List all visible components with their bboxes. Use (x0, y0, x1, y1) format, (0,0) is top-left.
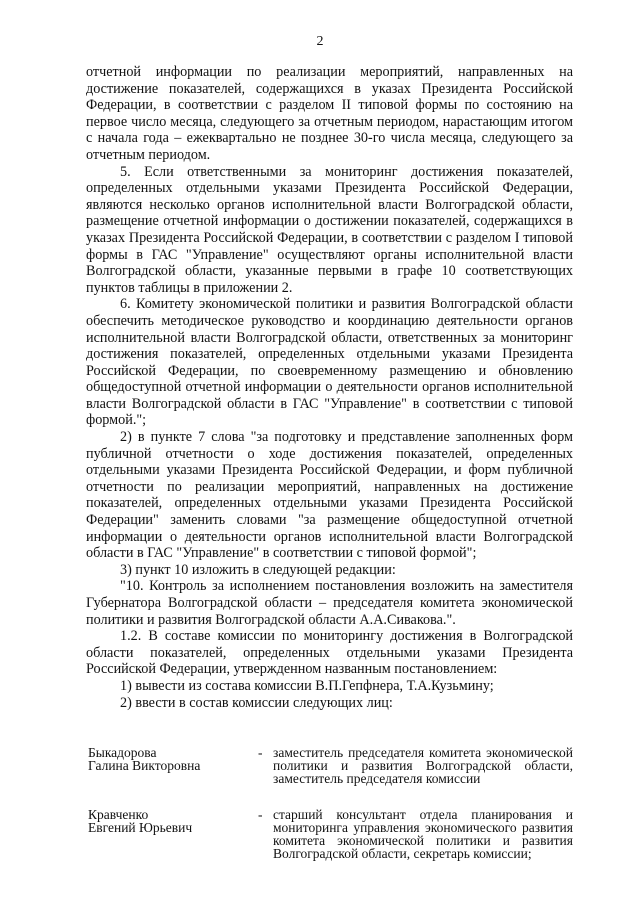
paragraph-item-5: 5. Если ответственными за мониторинг достижения показателей, определенных отдельными указами Президента Российской Федерации, являются несколько органов исполнительной власти Волгоградской области, размещение отчетной информации о достижении показателей, содержащихся в указах Президента Российской Федерации, в соответствии с разделом I типовой формы в ГАС "Управление" осуществляют органы исполнительной власти Волгоградской области, указанные первыми в графе 10 соответствующих пунктов таблицы в приложении 2. (86, 163, 573, 296)
member-dash: - (258, 807, 263, 822)
page-number: 2 (316, 34, 324, 49)
paragraph-subitem-2: 2) в пункте 7 слова "за подготовку и представление заполненных форм публичной отчетности о ходе достижения показателей, определенных отдельными указами Президента Российской Федерации, и форм публичной отчетности по реализации мероприятий, направленных на достижение показателей, определенных отдельными указами Президента Российской Федерации" заменить словами "за размещение общедоступной отчетной информации о деятельности органов исполнительной власти Волгоградской области в ГАС "Управление" в соответствии с типовой формой"; (86, 429, 573, 562)
paragraph-subitem-3: 3) пункт 10 изложить в следующей редакции: (120, 561, 396, 578)
member-first-name: Евгений Юрьевич (88, 820, 193, 835)
member-last-name: Кравченко (88, 807, 149, 822)
member-dash: - (258, 745, 263, 760)
paragraph-item-10-text: "10. Контроль за исполнением постановления возложить на заместителя Губернатора Волгоградской области – председателя комитета экономической политики и развития Волгоградской области А.А.Сивакова.". (86, 578, 573, 628)
paragraph-item-6: 6. Комитету экономической политики и развития Волгоградской области обеспечить методическое руководство и координацию деятельности органов исполнительной власти Волгоградской области, ответственных за мониторинг достижения показателей, определенных отдельными указами Президента Российской Федерации, по своевременному размещению и обновлению общедоступной отчетной информации о деятельности органов исполнительной власти Волгоградской области в ГАС "Управление" в соответствии с типовой формой."; (86, 296, 573, 429)
member-role: заместитель председателя комитета экономической политики и развития Волгоградской области, заместитель председателя комиссии (273, 745, 573, 786)
document-body (86, 64, 573, 711)
member-name (88, 808, 253, 834)
member-role: старший консультант отдела планирования и мониторинга управления экономического развития комитета экономической политики и развития Волгоградской области, секретарь комиссии; (273, 807, 573, 861)
paragraph-continuation: отчетной информации по реализации мероприятий, направленных на достижение показателей, содержащихся в указах Президента Российской Федерации, в соответствии с разделом II типовой формы по состоянию на первое число месяца, следующего за отчетным периодом, нарастающим итогом с начала года – ежеквартально не позднее 30-го числа месяца, следующего за отчетным периодом. (86, 64, 573, 163)
paragraph-1-2: 1.2. В составе комиссии по мониторингу достижения в Волгоградской области показателей, определенных отдельными указами Президента Российской Федерации, утвержденном названным постановлением: (86, 628, 573, 678)
member-entry (86, 746, 573, 808)
paragraph-add-members: 2) ввести в состав комиссии следующих лиц: (120, 694, 393, 711)
member-first-name: Галина Викторовна (88, 758, 201, 773)
member-name (88, 746, 253, 772)
members-list (86, 746, 573, 898)
member-entry (86, 808, 573, 898)
member-last-name: Быкадорова (88, 745, 157, 760)
paragraph-remove-members: 1) вывести из состава комиссии В.П.Гепфнера, Т.А.Кузьмину; (120, 677, 494, 694)
